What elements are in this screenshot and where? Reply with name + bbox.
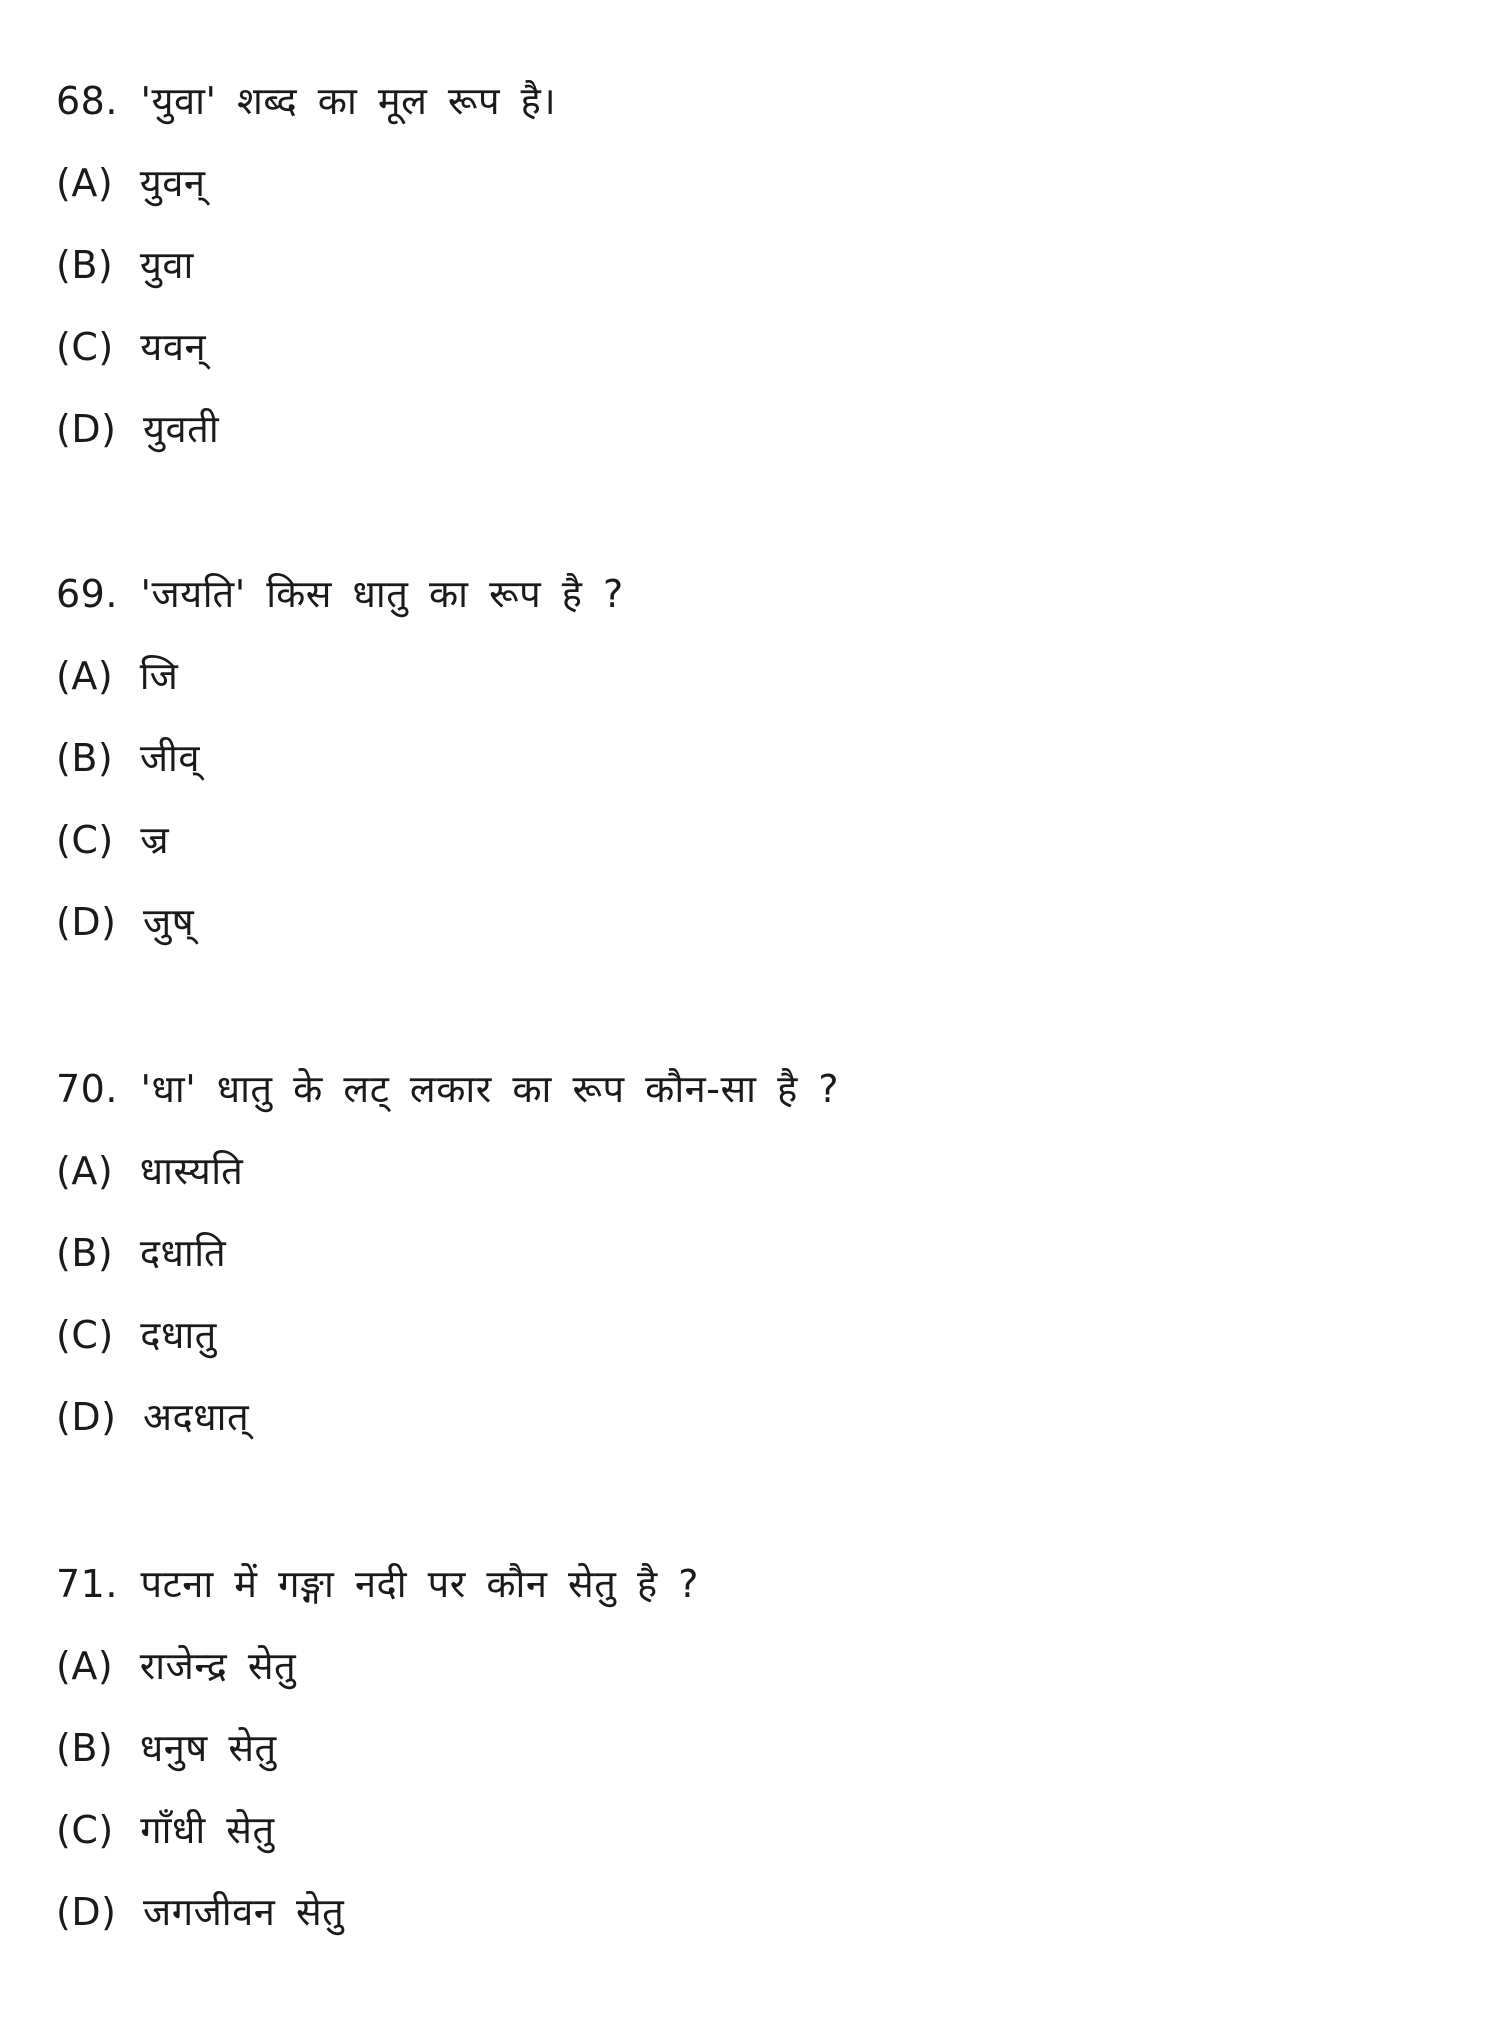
question-number: 69. (56, 572, 118, 616)
question-number: 70. (56, 1067, 118, 1111)
option-text: जीव् (139, 736, 200, 780)
question-stem (56, 60, 1456, 142)
option-b (56, 717, 1456, 799)
option-text: जगजीवन सेतु (143, 1890, 345, 1934)
option-text: जि (139, 654, 179, 698)
option-b (56, 1212, 1456, 1294)
option-c (56, 1789, 1456, 1871)
option-letter: (D) (56, 1395, 117, 1439)
option-letter: (C) (56, 818, 114, 862)
option-letter: (C) (56, 1808, 114, 1852)
option-letter: (D) (56, 407, 117, 451)
option-text: यवन् (140, 325, 207, 369)
question-68 (56, 60, 1456, 470)
option-d (56, 881, 1456, 963)
option-letter: (C) (56, 1313, 114, 1357)
option-a (56, 1625, 1456, 1707)
option-text: ज्र (140, 818, 170, 862)
option-letter: (B) (56, 243, 114, 287)
option-letter: (C) (56, 325, 114, 369)
option-text: जुष् (143, 900, 195, 944)
question-text: पटना में गङ्गा नदी पर कौन सेतु है ? (140, 1562, 699, 1606)
option-letter: (D) (56, 900, 117, 944)
question-70 (56, 1048, 1456, 1458)
option-text: दधातु (140, 1313, 217, 1357)
option-a (56, 142, 1456, 224)
option-c (56, 799, 1456, 881)
option-letter: (A) (56, 654, 114, 698)
option-letter: (A) (56, 1149, 114, 1193)
question-71 (56, 1543, 1456, 1953)
option-letter: (B) (56, 1726, 114, 1770)
question-text: 'युवा' शब्द का मूल रूप है। (140, 79, 557, 123)
question-text: 'जयति' किस धातु का रूप है ? (140, 572, 624, 616)
option-c (56, 1294, 1456, 1376)
option-d (56, 1871, 1456, 1953)
option-letter: (A) (56, 1644, 114, 1688)
option-letter: (A) (56, 161, 114, 205)
option-letter: (D) (56, 1890, 117, 1934)
option-b (56, 1707, 1456, 1789)
option-b (56, 224, 1456, 306)
option-d (56, 1376, 1456, 1458)
option-text: अदधात् (143, 1395, 250, 1439)
question-number: 68. (56, 79, 118, 123)
option-c (56, 306, 1456, 388)
question-text: 'धा' धातु के लट् लकार का रूप कौन-सा है ? (140, 1067, 839, 1111)
option-text: युवन् (139, 161, 206, 205)
question-stem (56, 553, 1456, 635)
option-text: युवा (139, 243, 194, 287)
question-stem (56, 1543, 1456, 1625)
question-69 (56, 553, 1456, 963)
option-letter: (B) (56, 1231, 114, 1275)
question-number: 71. (56, 1562, 118, 1606)
option-a (56, 1130, 1456, 1212)
option-letter: (B) (56, 736, 114, 780)
option-a (56, 635, 1456, 717)
option-text: धनुष सेतु (139, 1726, 277, 1770)
option-d (56, 388, 1456, 470)
option-text: गाँधी सेतु (140, 1808, 275, 1852)
question-stem (56, 1048, 1456, 1130)
option-text: दधाति (139, 1231, 227, 1275)
option-text: राजेन्द्र सेतु (139, 1644, 297, 1688)
option-text: युवती (143, 407, 220, 451)
option-text: धास्यति (139, 1149, 244, 1193)
